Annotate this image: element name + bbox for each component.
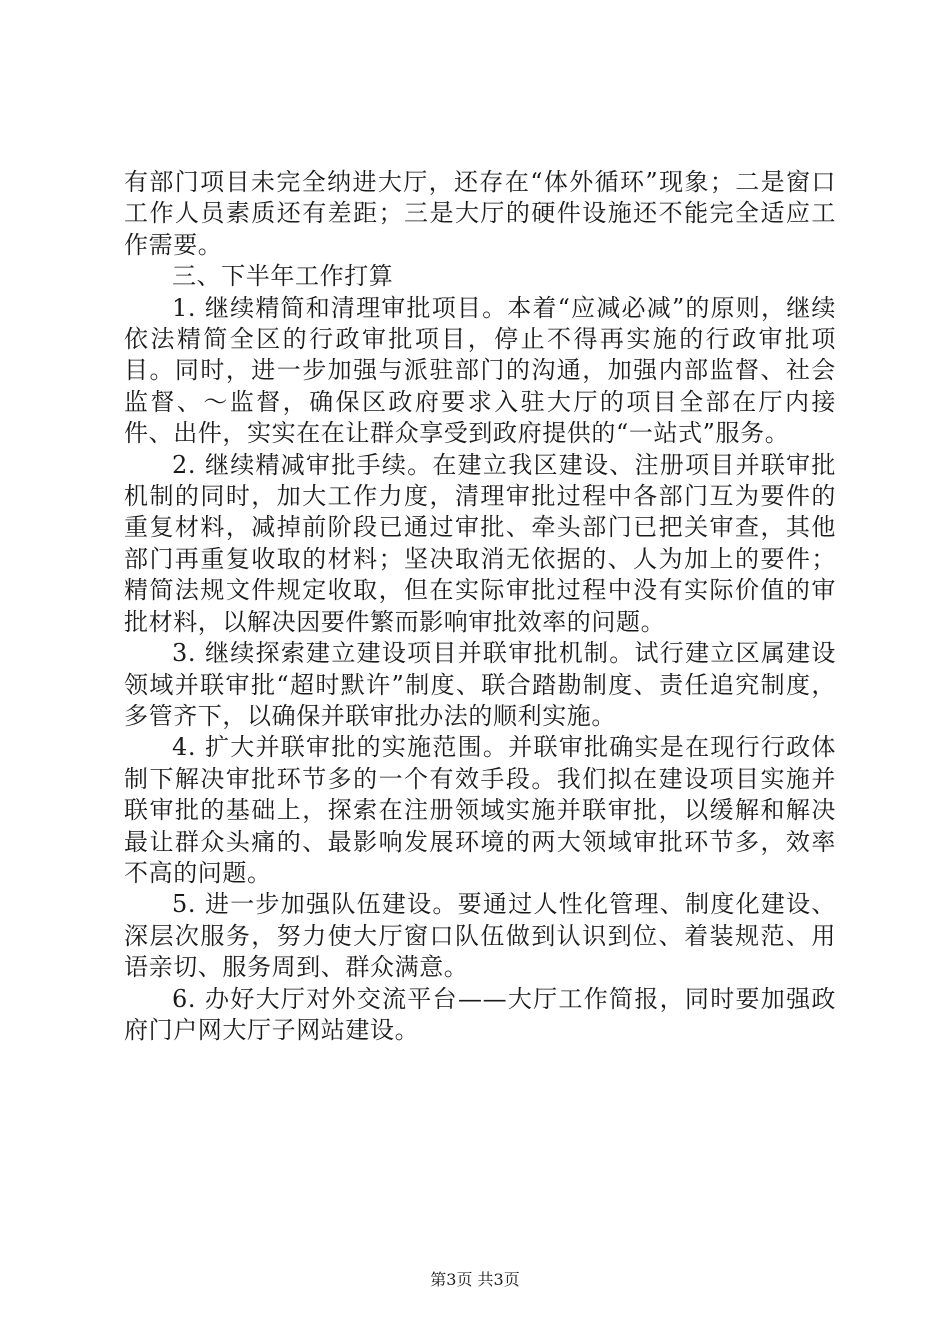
paragraph-item-3: 3. 继续探索建立建设项目并联审批机制。试行建立区属建设领域并联审批“超时默许”制度、联合踏勘制度、责任追究制度，多管齐下，以确保并联审批办法的顺利实施。 [124, 639, 836, 730]
document-body [124, 167, 836, 1046]
section-heading: 三、下半年工作打算 [172, 262, 394, 291]
paragraph-continuation: 有部门项目未完全纳进大厅，还存在“体外循环”现象；二是窗口工作人员素质还有差距；三是大厅的硬件设施还不能完全适应工作需要。 [124, 168, 836, 259]
page-number-footer: 第3页 共3页 [430, 1270, 520, 1289]
paragraph-item-5: 5. 进一步加强队伍建设。要通过人性化管理、制度化建设、深层次服务，努力使大厅窗口队伍做到认识到位、着装规范、用语亲切、服务周到、群众满意。 [124, 890, 836, 982]
paragraph-item-1: 1. 继续精简和清理审批项目。本着“应减必减”的原则，继续依法精简全区的行政审批项目，停止不得再实施的行政审批项目。同时，进一步加强与派驻部门的沟通，加强内部监督、社会监督、～监督，确保区政府要求入驻大厅的项目全部在厅内接件、出件，实实在在让群众享受到政府提供的“一站式”服务。 [124, 293, 836, 448]
paragraph-item-4: 4. 扩大并联审批的实施范围。并联审批确实是在现行行政体制下解决审批环节多的一个有效手段。我们拟在建设项目实施并联审批的基础上，探索在注册领域实施并联审批，以缓解和解决最让群众头痛的、最影响发展环境的两大领域审批环节多，效率不高的问题。 [124, 733, 836, 887]
paragraph-item-6: 6. 办好大厅对外交流平台——大厅工作简报，同时要加强政府门户网大厅子网站建设。 [124, 984, 836, 1044]
paragraph-item-2: 2. 继续精减审批手续。在建立我区建设、注册项目并联审批机制的同时，加大工作力度，清理审批过程中各部门互为要件的重复材料，减掉前阶段已通过审批、牵头部门已把关审查，其他部门再重复收取的材料；坚决取消无依据的、人为加上的要件；精简法规文件规定收取，但在实际审批过程中没有实际价值的审批材料，以解决因要件繁而影响审批效率的问题。 [124, 450, 836, 636]
